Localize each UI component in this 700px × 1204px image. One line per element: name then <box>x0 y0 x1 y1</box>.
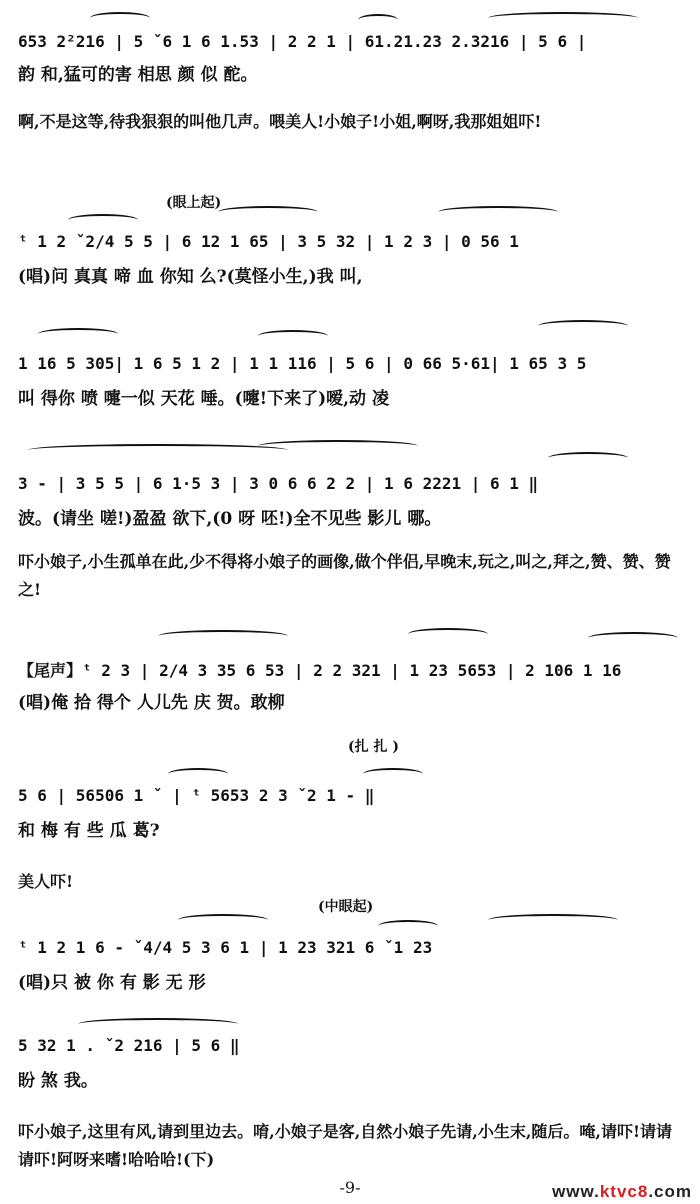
percussion-marking: (扎 扎 ) <box>348 739 399 755</box>
score-line-7 <box>18 896 690 996</box>
tempo-marking: (中眼起) <box>318 899 374 915</box>
dialogue-text: 吓小娘子,小生孤单在此,少不得将小娘子的画像,做个伴侣,早晚末,玩之,叫之,拜之,赞、赞、赞之! <box>18 552 671 599</box>
score-line-2 <box>18 192 690 292</box>
notation-row: 1 16 5 305| 1 6 5 1 2 | 1 1 116 | 5 6 | 0 66 5·61| 1 65 3 5 <box>18 354 587 373</box>
slur <box>78 1018 238 1030</box>
watermark-brand: ktvc8 <box>599 1182 649 1201</box>
slur <box>358 14 398 26</box>
slur <box>548 452 628 464</box>
slur <box>488 914 618 926</box>
lyrics-row: 韵 和,猛可的害 相思 颜 似 酡。 <box>18 65 258 85</box>
slur <box>168 768 228 780</box>
slur <box>408 628 488 640</box>
score-line-3 <box>18 318 690 408</box>
notation-row: 5 6 | 56506 1 ˇ | ᵗ 5653 2 3 ˇ2 1 - ‖ <box>18 786 375 805</box>
score-line-4 <box>18 438 690 528</box>
score-line-5 <box>18 620 690 715</box>
lyrics-row: (唱)只 被 你 有 影 无 形 <box>18 973 206 993</box>
lyrics-row: (唱)俺 拾 得个 人儿先 庆 贺。敢柳 <box>18 693 285 713</box>
slur <box>68 214 138 226</box>
notation-row: ᵗ 1 2 ˇ2/4 5 5 | 6 12 1 65 | 3 5 32 | 1 2 3 | 0 56 1 <box>18 232 519 251</box>
slur <box>90 12 150 24</box>
slur <box>28 444 288 456</box>
lyrics-row: 波。(请坐 嗟!)盈盈 欲下,(0 呀 呸!)全不见些 影儿 哪。 <box>18 509 442 529</box>
slur <box>488 12 638 24</box>
lyrics-row: 叫 得你 喷 嚏一似 天花 唾。(嚏!下来了)嗳,动 凌 <box>18 389 389 409</box>
lyrics-row: 盼 煞 我。 <box>18 1071 98 1091</box>
notation-row: ᵗ 1 2 1 6 - ˇ4/4 5 3 6 1 | 1 23 321 6 ˇ1 23 <box>18 938 433 957</box>
dialogue-text: 美人吓! <box>18 872 74 891</box>
lyrics-row: 和 梅 有 些 瓜 葛? <box>18 821 160 841</box>
watermark-prefix: www. <box>552 1182 600 1201</box>
slur <box>438 206 558 218</box>
slur <box>363 768 423 780</box>
slur <box>258 440 418 452</box>
slur <box>158 630 288 642</box>
notation-row: 5 32 1 . ˇ2 216 | 5 6 ‖ <box>18 1036 240 1055</box>
slur <box>218 206 318 218</box>
page-number: -9- <box>339 1178 361 1197</box>
slur <box>538 320 628 332</box>
dialogue-text: 吓小娘子,这里有风,请到里边去。唷,小娘子是客,自然小娘子先请,小生末,随后。唵,请吓!请请请吓!阿呀来嗜!哈哈哈!(下) <box>18 1122 673 1169</box>
lyrics-row: (唱)问 真真 啼 血 你知 么?(莫怪小生,)我 叫, <box>18 267 363 287</box>
slur <box>378 920 438 932</box>
tempo-marking: (眼上起) <box>166 195 222 211</box>
score-line-1 <box>18 10 690 85</box>
slur <box>38 328 118 340</box>
notation-row: 【尾声】ᵗ 2 3 | 2/4 3 35 6 53 | 2 2 321 | 1 23 5653 | 2 106 1 16 <box>18 661 622 680</box>
score-line-8 <box>18 1010 690 1090</box>
slur <box>588 632 678 644</box>
dialogue-text: 啊,不是这等,待我狠狠的叫他几声。喂美人!小娘子!小姐,啊呀,我那姐姐吓! <box>18 112 542 131</box>
notation-row: 3 - | 3 5 5 | 6 1·5 3 | 3 0 6 6 2 2 | 1 6 2221 | 6 1 ‖ <box>18 474 539 493</box>
slur <box>258 330 328 342</box>
watermark-suffix: .com <box>648 1182 692 1201</box>
score-line-6 <box>18 736 690 841</box>
slur <box>178 914 268 926</box>
site-watermark <box>552 1182 692 1202</box>
notation-row: 653 2²216 | 5 ˇ6 1 6 1.53 | 2 2 1 | 61.21.23 2.3216 | 5 6 | <box>18 32 587 51</box>
